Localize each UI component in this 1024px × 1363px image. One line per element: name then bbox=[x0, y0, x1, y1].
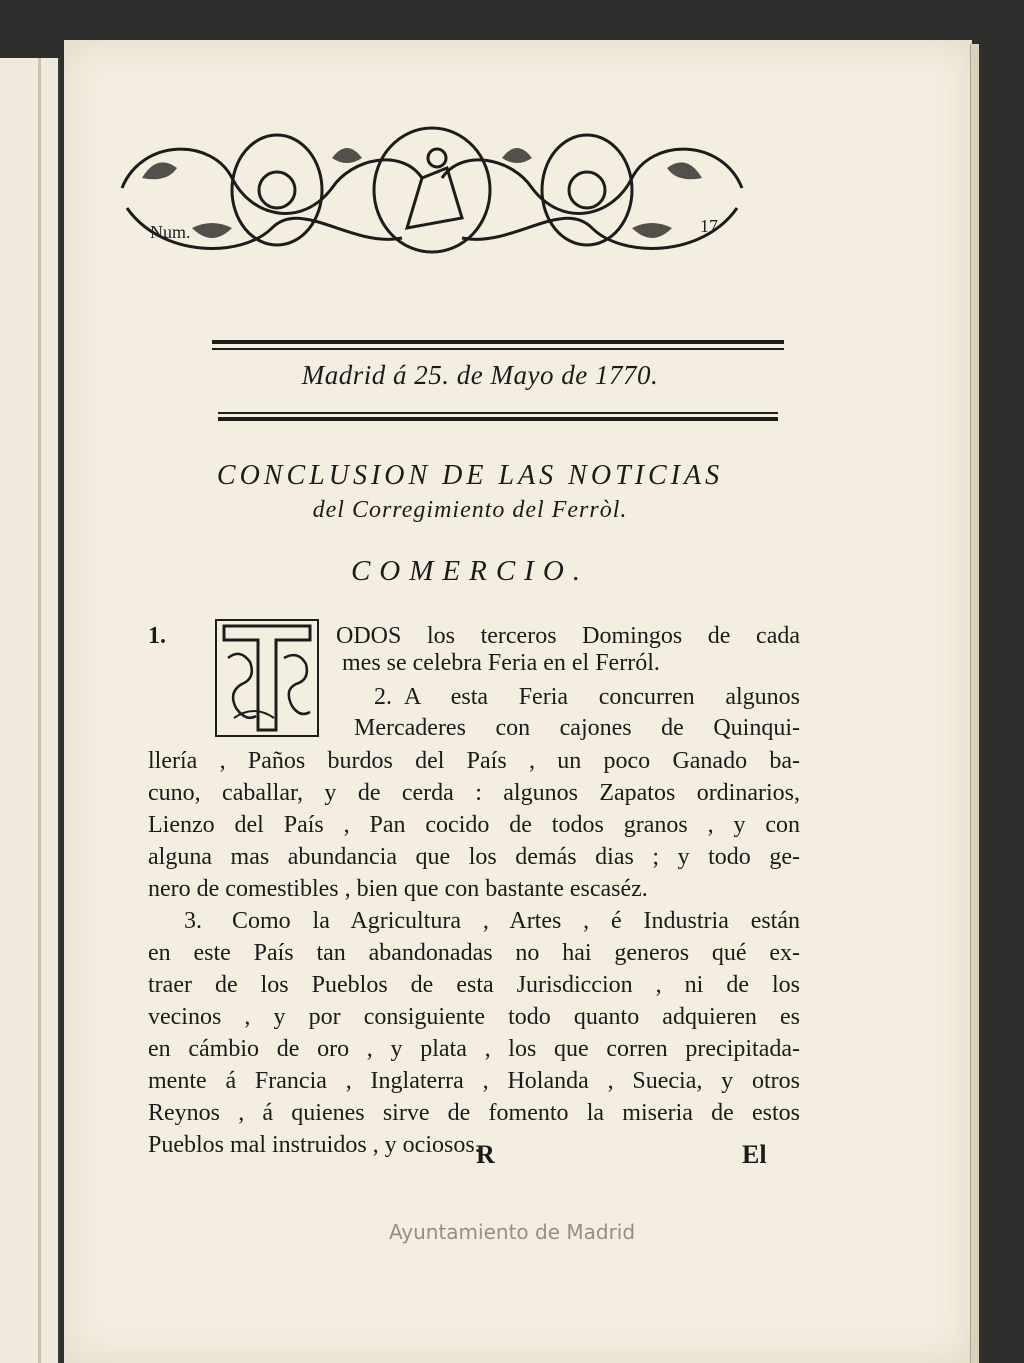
text-line: cuno, caballar, y de cerda : algunos Zapatos ordinarios, bbox=[148, 780, 800, 806]
text-line: Mercaderes con cajones de Quinqui- bbox=[354, 715, 800, 741]
top-rule bbox=[212, 340, 784, 344]
paragraph-number: 2. bbox=[374, 684, 392, 710]
text-line: en este País tan abandonadas no hai generos qué ex- bbox=[148, 940, 800, 966]
paragraph-number: 3. bbox=[184, 908, 202, 934]
text-line: Pueblos mal instruidos , y ociosos. bbox=[148, 1132, 481, 1158]
bottom-rule-thick bbox=[218, 417, 778, 421]
text-line: Lienzo del País , Pan cocido de todos granos , y con bbox=[148, 812, 800, 838]
top-rule-thin bbox=[212, 348, 784, 350]
article-body bbox=[148, 620, 800, 1158]
text-line: vecinos , y por consiguiente todo quanto adquieren es bbox=[148, 1004, 800, 1030]
page-fold bbox=[38, 58, 41, 1363]
issue-number: 17 bbox=[700, 216, 718, 236]
text-line: nero de comestibles , bien que con bastante escaséz. bbox=[148, 876, 648, 902]
watermark: Ayuntamiento de Madrid bbox=[388, 1220, 636, 1244]
text-line: traer de los Pueblos de esta Jurisdiccion , ni de los bbox=[148, 972, 800, 998]
scroll-ornament-icon bbox=[102, 118, 762, 268]
text-line: mente á Francia , Inglaterra , Holanda , Suecia, y otros bbox=[148, 1068, 800, 1094]
previous-page-edge bbox=[0, 58, 60, 1363]
text-line: mes se celebra Feria en el Ferról. bbox=[342, 650, 660, 676]
catchword: El bbox=[742, 1140, 767, 1169]
text-line: Reynos , á quienes sirve de fomento la miseria de estos bbox=[148, 1100, 800, 1126]
main-title: CONCLUSION DE LAS NOTICIAS bbox=[216, 460, 724, 491]
paragraph-number: 1. bbox=[148, 623, 166, 649]
subtitle: del Corregimiento del Ferròl. bbox=[312, 497, 628, 523]
text-line: alguna mas abundancia que los demás dias ; y todo ge- bbox=[148, 844, 800, 870]
text-line: Como la Agricultura , Artes , é Industria están bbox=[232, 908, 800, 934]
text-line: en cámbio de oro , y plata , los que corren precipitada- bbox=[148, 1036, 800, 1062]
text-line: llería , Paños burdos del País , un poco Ganado ba- bbox=[148, 748, 800, 774]
bottom-rule bbox=[218, 412, 778, 414]
section-heading: COMERCIO. bbox=[350, 555, 590, 587]
page-stack-edge bbox=[970, 44, 979, 1363]
signature-mark: R bbox=[476, 1140, 495, 1169]
text-line: ODOS los terceros Domingos de cada bbox=[336, 623, 800, 649]
number-label: Num. bbox=[150, 222, 191, 242]
text-line: A esta Feria concurren algunos bbox=[404, 684, 800, 710]
dateline: Madrid á 25. de Mayo de 1770. bbox=[301, 360, 659, 390]
